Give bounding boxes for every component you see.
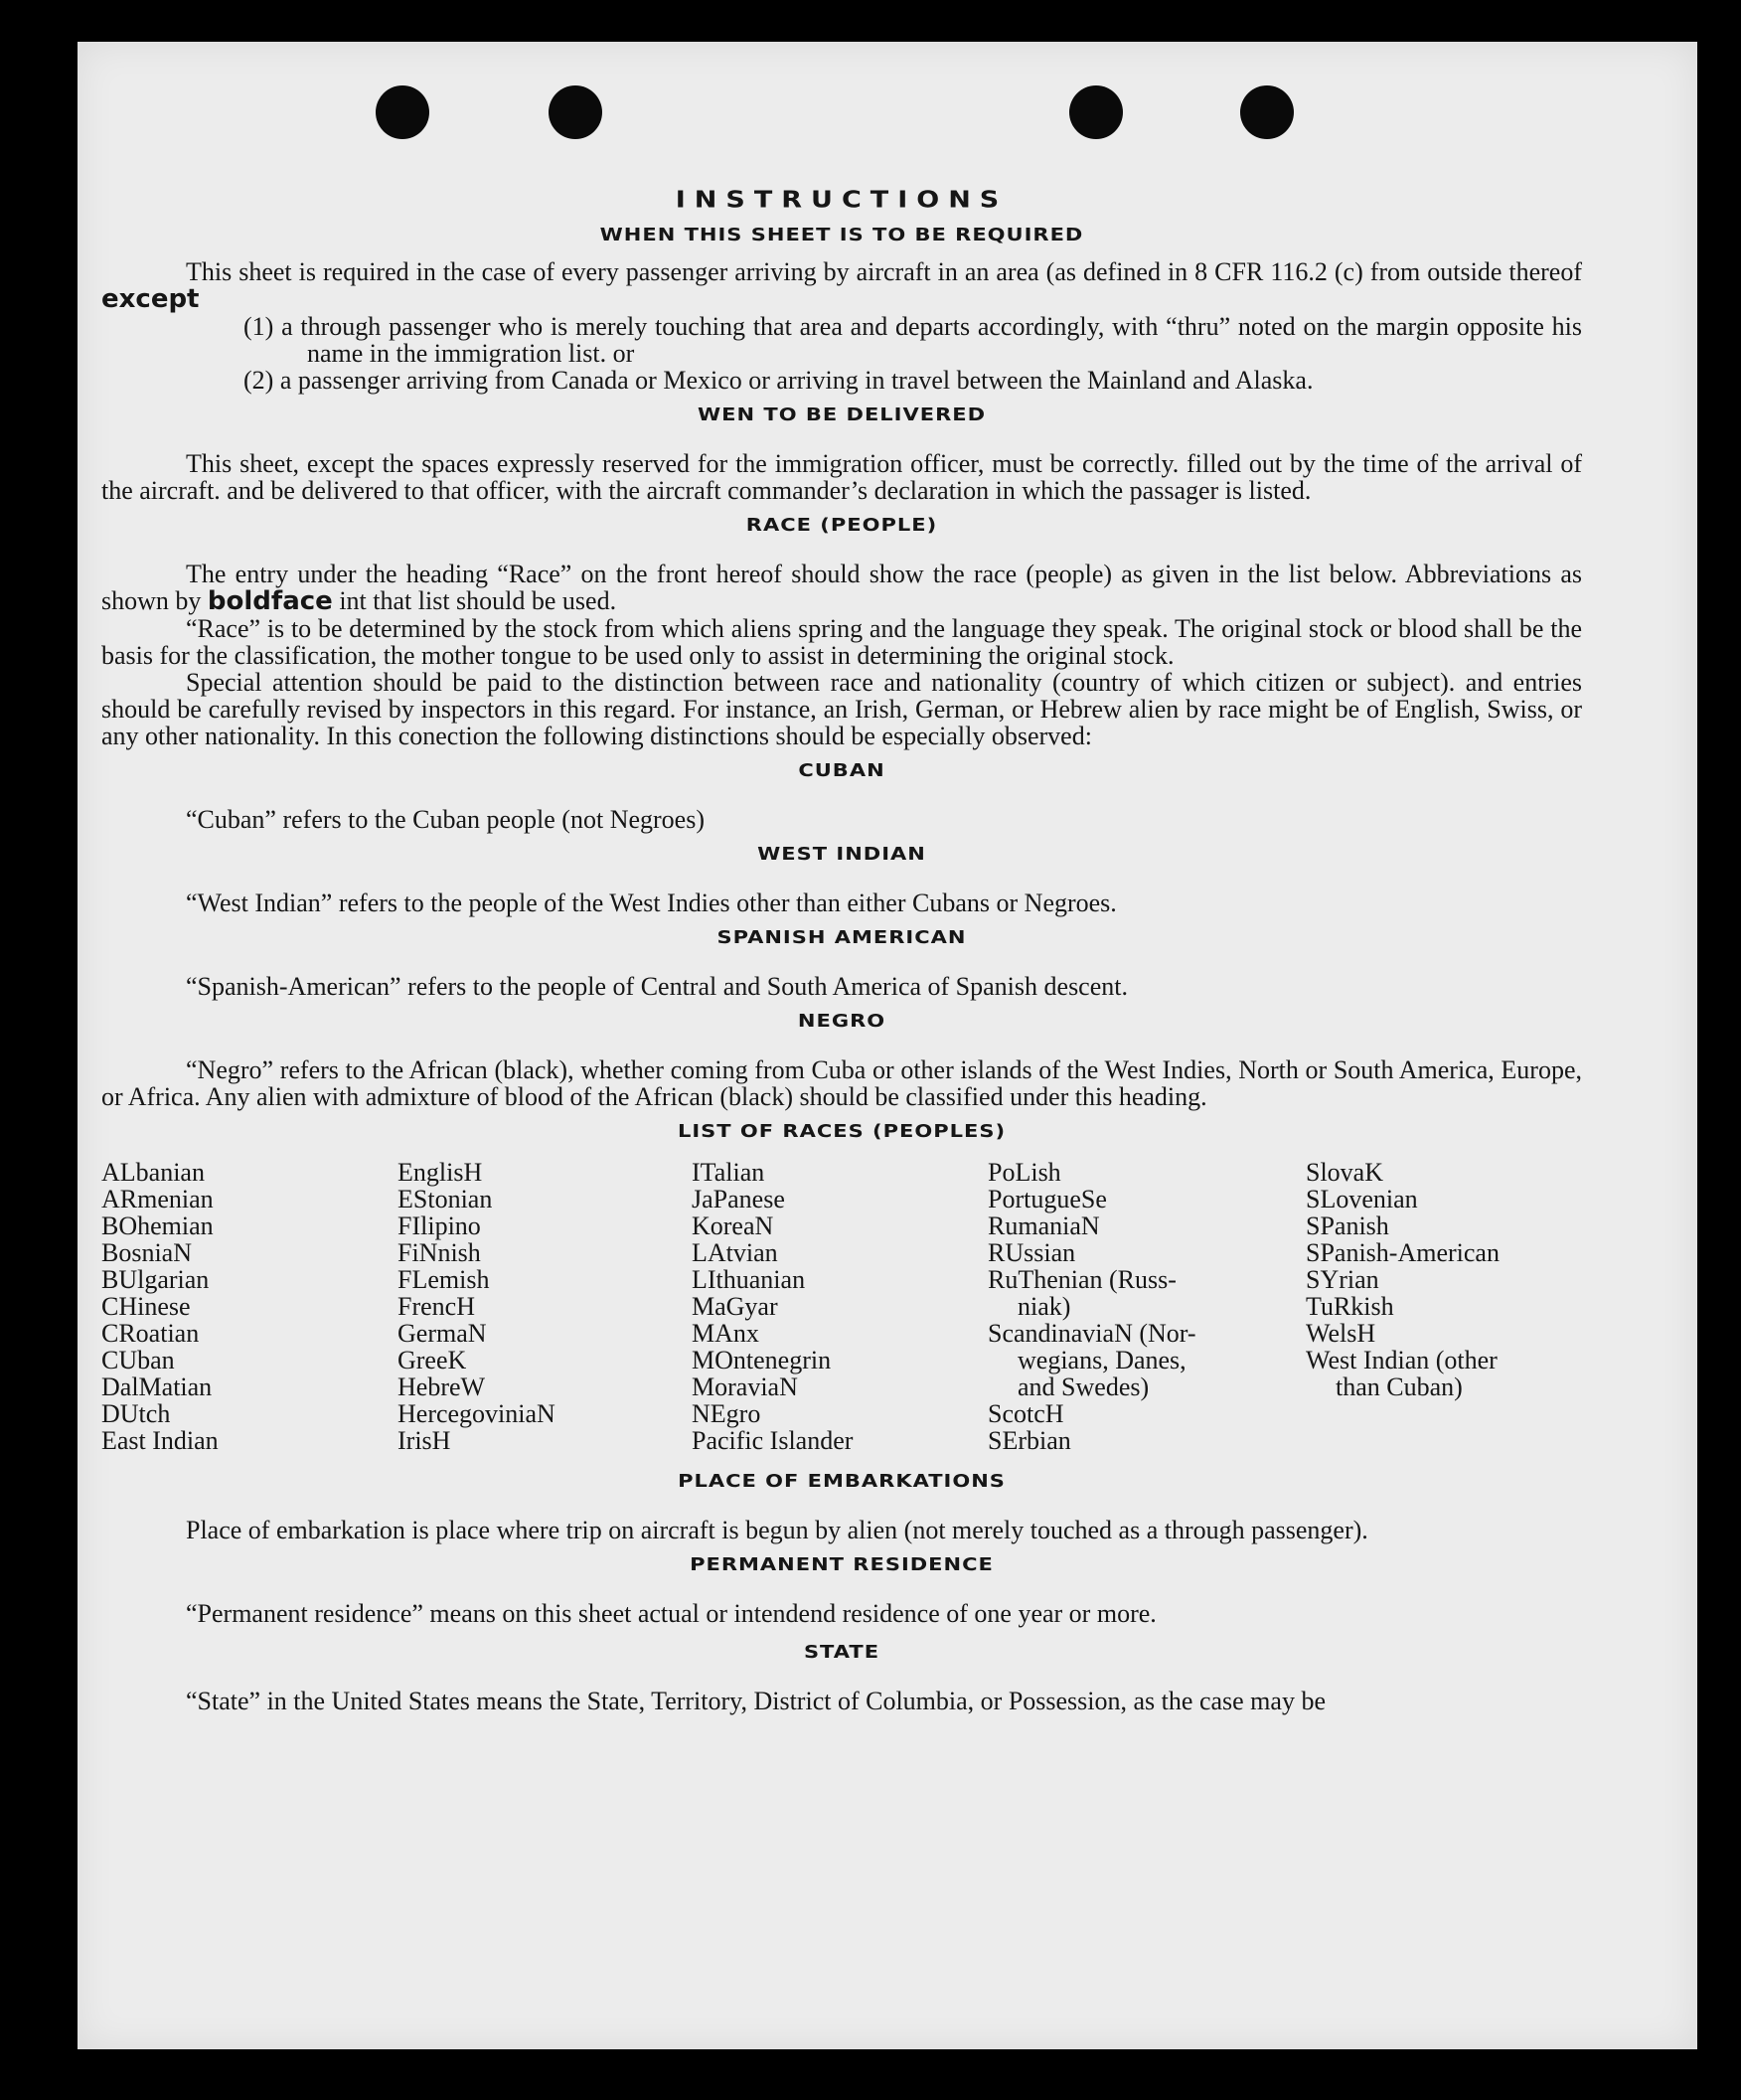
race-entry: KoreaN xyxy=(692,1212,774,1240)
race-entry: CUban xyxy=(101,1346,175,1374)
race-entry: SPanish-American xyxy=(1306,1238,1500,1267)
race-column-5 xyxy=(1306,1159,1564,1454)
race-entry: MaGyar xyxy=(692,1292,778,1321)
race-entry: EStonian xyxy=(397,1185,493,1213)
race-entry: BosniaN xyxy=(101,1238,192,1267)
heading-spanish-american: SPANISH AMERICAN xyxy=(716,926,967,948)
race-column-1 xyxy=(101,1159,397,1454)
race-entry: FLemish xyxy=(397,1265,490,1294)
race-entry: IrisH xyxy=(397,1426,451,1455)
race-entry: MOntenegrin xyxy=(692,1346,832,1374)
race-entry: ScandinaviaN (Nor- xyxy=(988,1319,1196,1348)
race-entry: HercegoviniaN xyxy=(397,1399,555,1428)
race-entry: SPanish xyxy=(1306,1212,1389,1240)
race-entry: niak) xyxy=(1018,1292,1071,1321)
race-entry: LAtvian xyxy=(692,1238,778,1267)
heading-embarkation: PLACE OF EMBARKATIONS xyxy=(678,1470,1006,1492)
race-entry: CRoatian xyxy=(101,1319,200,1348)
page-title: INSTRUCTIONS xyxy=(675,187,1009,214)
race-entry: West Indian (other xyxy=(1306,1346,1498,1374)
race-entry: MAnx xyxy=(692,1319,759,1348)
race-entry: FIlipino xyxy=(397,1212,481,1240)
race-entry: GermaN xyxy=(397,1319,487,1348)
race-entry: HebreW xyxy=(397,1373,486,1401)
race-paragraph-3: Special attention should be paid to the distinction between race and nationality (country of which citizen or subject). and entries should be carefully revised by inspectors in this regard. For instance, an Irish, German, or Hebrew alien by race might be of English, Swiss, or any other nationality. In this conection the following distinctions should be especially observed: xyxy=(101,668,1582,750)
punch-hole xyxy=(1240,85,1294,139)
race-entry: SlovaK xyxy=(1306,1158,1383,1187)
race-entry: ARmenian xyxy=(101,1185,214,1213)
race-entry: DUtch xyxy=(101,1399,171,1428)
race-entry: wegians, Danes, xyxy=(1018,1346,1187,1374)
race-entry: SYrian xyxy=(1306,1265,1379,1294)
embarkation-text: Place of embarkation is place where trip on aircraft is begun by alien (not merely touched as a through passenger). xyxy=(186,1516,1368,1544)
heading-west-indian: WEST INDIAN xyxy=(757,843,926,865)
race-entry: East Indian xyxy=(101,1426,219,1455)
race-entry: BOhemian xyxy=(101,1212,214,1240)
state-text: “State” in the United States means the State, Territory, District of Columbia, or Possession, as the case may be xyxy=(186,1687,1326,1715)
residence-text: “Permanent residence” means on this sheet actual or intendend residence of one year or more. xyxy=(186,1599,1157,1628)
race-entry: MoraviaN xyxy=(692,1373,798,1401)
race-paragraph-1: The entry under the heading “Race” on the front hereof should show the race (people) as given in the list below. Abbreviations as shown by boldface int that list should be used. xyxy=(101,560,1582,616)
heading-cuban: CUBAN xyxy=(798,759,885,781)
race-entry: PortugueSe xyxy=(988,1185,1107,1213)
exception-item-1: (1) a through passenger who is merely touching that area and departs accordingly, with “thru” noted on the margin opposite his name in the immigration list. or xyxy=(243,312,1582,368)
race-entry: ITalian xyxy=(692,1158,765,1187)
race-column-2 xyxy=(397,1159,692,1454)
punch-hole xyxy=(376,85,429,139)
race-entry: and Swedes) xyxy=(1018,1373,1150,1401)
race-entry: CHinese xyxy=(101,1292,191,1321)
negro-text: “Negro” refers to the African (black), whether coming from Cuba or other islands of the West Indies, North or South America, Europe, or Africa. Any alien with admixture of blood of the African (black) should be classified under this heading. xyxy=(101,1055,1582,1111)
race-entry: DalMatian xyxy=(101,1373,213,1401)
heading-when-delivered: WEN TO BE DELIVERED xyxy=(697,404,987,425)
race-entry: BUlgarian xyxy=(101,1265,210,1294)
race-entry: GreeK xyxy=(397,1346,467,1374)
race-entry: FrencH xyxy=(397,1292,475,1321)
cuban-text: “Cuban” refers to the Cuban people (not Negroes) xyxy=(186,805,705,834)
heading-race: RACE (PEOPLE) xyxy=(745,514,938,536)
race-entry: RuThenian (Russ- xyxy=(988,1265,1177,1294)
race-entry: LIthuanian xyxy=(692,1265,806,1294)
document-page xyxy=(78,42,1697,2049)
punch-hole xyxy=(1069,85,1123,139)
west-indian-text: “West Indian” refers to the people of the West Indies other than either Cubans or Negroes. xyxy=(186,888,1117,917)
heading-when-required: WHEN THIS SHEET IS TO BE REQUIRED xyxy=(599,224,1084,245)
when-required-intro: This sheet is required in the case of every passenger arriving by aircraft in an area (as defined in 8 CFR 116.2 (c) from outside thereof except xyxy=(101,257,1582,314)
race-entry: PoLish xyxy=(988,1158,1061,1187)
race-entry: ScotcH xyxy=(988,1399,1064,1428)
race-entry: EnglisH xyxy=(397,1158,483,1187)
race-entry: JaPanese xyxy=(692,1185,785,1213)
race-entry: WelsH xyxy=(1306,1319,1376,1348)
race-column-4 xyxy=(988,1159,1306,1454)
race-list xyxy=(101,1159,1582,1454)
race-column-3 xyxy=(692,1159,988,1454)
spanish-american-text: “Spanish-American” refers to the people of Central and South America of Spanish descent. xyxy=(186,972,1128,1001)
race-entry: RumaniaN xyxy=(988,1212,1100,1240)
boldface-word: boldface xyxy=(207,586,333,616)
race-entry: SLovenian xyxy=(1306,1185,1418,1213)
heading-state: STATE xyxy=(803,1641,880,1663)
heading-negro: NEGRO xyxy=(797,1010,886,1032)
race-entry: FiNnish xyxy=(397,1238,481,1267)
race-entry: TuRkish xyxy=(1306,1292,1394,1321)
race-entry: RUssian xyxy=(988,1238,1076,1267)
heading-residence: PERMANENT RESIDENCE xyxy=(690,1553,994,1575)
race-entry: ALbanian xyxy=(101,1158,205,1187)
race-entry: Pacific Islander xyxy=(692,1426,854,1455)
race-entry: than Cuban) xyxy=(1336,1373,1463,1401)
punch-hole xyxy=(549,85,602,139)
heading-list-of-races: LIST OF RACES (PEOPLES) xyxy=(677,1120,1007,1142)
race-paragraph-2: “Race” is to be determined by the stock from which aliens spring and the language they speak. The original stock or blood shall be the basis for the classification, the mother tongue to be used only to assist in determining the original stock. xyxy=(101,614,1582,670)
instructions-content xyxy=(101,187,1582,1714)
except-bold: except xyxy=(101,284,200,314)
race-entry: NEgro xyxy=(692,1399,761,1428)
exception-item-2: (2) a passenger arriving from Canada or Mexico or arriving in travel between the Mainland and Alaska. xyxy=(243,366,1314,395)
when-delivered-text: This sheet, except the spaces expressly reserved for the immigration officer, must be correctly. filled out by the time of the arrival of the aircraft. and be delivered to that officer, with the aircraft commander’s declaration in which the passager is listed. xyxy=(101,449,1582,505)
race-entry: SErbian xyxy=(988,1426,1071,1455)
